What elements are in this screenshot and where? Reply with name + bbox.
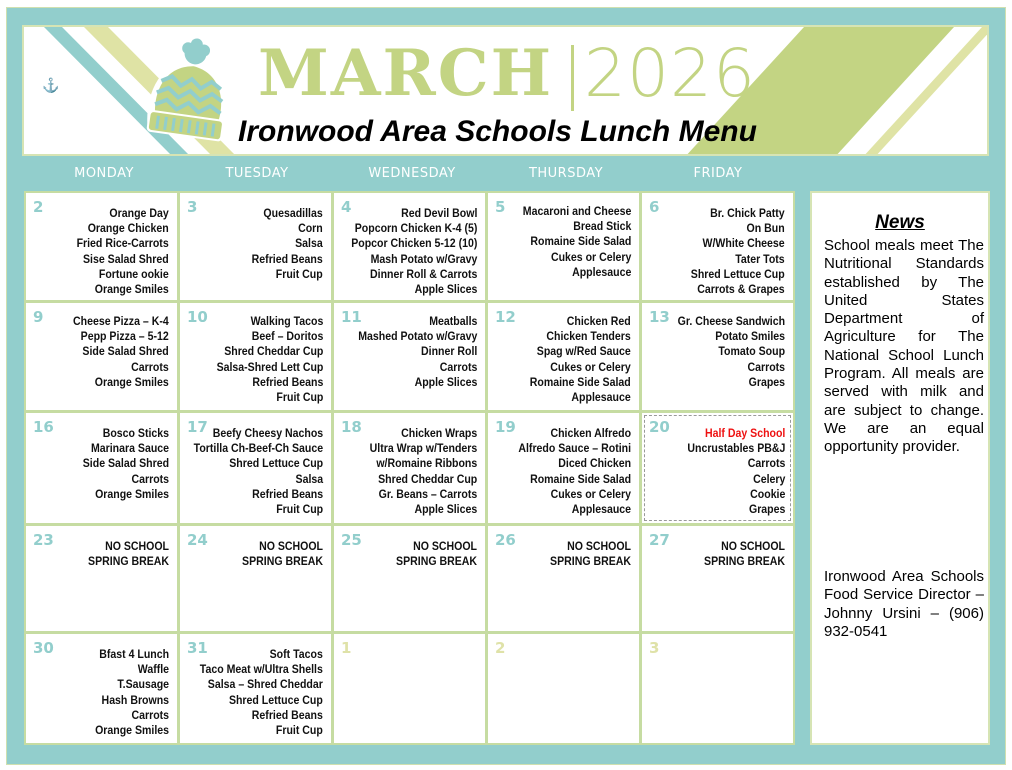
menu-item: Diced Chicken (558, 456, 631, 471)
spring-break-label: SPRING BREAK (396, 554, 477, 569)
menu-item: Applesauce (571, 390, 631, 405)
menu-items (691, 206, 785, 297)
menu-item: Marinara Sauce (90, 441, 169, 456)
menu-item: Popcorn Chicken K-4 (5) (354, 221, 477, 236)
menu-item: Orange Smiles (95, 374, 169, 389)
menu-item: Pepp Pizza – 5-12 (80, 329, 169, 344)
menu-item: Shred Lettuce Cup (229, 692, 323, 707)
day-cell (488, 526, 639, 631)
menu-items (530, 314, 631, 405)
no-school-label: NO SCHOOL (721, 539, 785, 553)
menu-item: W/White Cheese (702, 236, 785, 251)
day-number: 9 (33, 308, 44, 326)
menu-item: Quesadillas (263, 206, 323, 220)
day-cell (26, 526, 177, 631)
day-cell (642, 303, 793, 410)
menu-item: Tater Tots (735, 251, 785, 266)
no-school-label: NO SCHOOL (259, 539, 323, 553)
menu-items (88, 539, 169, 569)
news-title: News (875, 212, 925, 233)
menu-item: Walking Tacos (250, 314, 323, 328)
day-number: 20 (649, 418, 670, 436)
menu-item: Bosco Sticks (102, 426, 169, 440)
menu-item: Shred Lettuce Cup (229, 456, 323, 471)
menu-item: Celery (752, 471, 785, 486)
menu-items (522, 204, 631, 280)
day-cell (642, 526, 793, 631)
day-number: 3 (649, 639, 660, 657)
title-divider (571, 45, 574, 111)
menu-item: Side Salad Shred (82, 456, 169, 471)
menu-item: Shred Lettuce Cup (691, 266, 785, 281)
day-number: 31 (187, 639, 208, 657)
menu-item: Orange Chicken (88, 221, 169, 236)
day-cell (180, 303, 331, 410)
menu-item: Waffle (137, 662, 169, 677)
day-number: 18 (341, 418, 362, 436)
day-cell (488, 413, 639, 523)
menu-item: Grapes (748, 374, 785, 389)
day-cell (180, 634, 331, 743)
menu-item: Side Salad Shred (82, 344, 169, 359)
anchor-icon: ⚓ (42, 77, 60, 93)
menu-item: Beefy Cheesy Nachos (212, 426, 323, 440)
menu-item: Taco Meat w/Ultra Shells (199, 662, 323, 677)
menu-item: Fruit Cup (276, 723, 323, 738)
menu-item: Tomato Soup (718, 344, 785, 359)
menu-items (200, 647, 323, 738)
menu-item: Fruit Cup (276, 502, 323, 517)
menu-items (396, 539, 477, 569)
menu-item: Sise Salad Shred (83, 251, 169, 266)
menu-item: Uncrustables PB&J (686, 441, 785, 456)
day-number: 6 (649, 198, 660, 216)
menu-item: Dinner Roll & Carrots (369, 266, 477, 281)
menu-item: Apple Slices (414, 282, 477, 297)
weekday-wednesday: WEDNESDAY (368, 166, 456, 181)
day-number: 2 (33, 198, 44, 216)
menu-item: Mashed Potato w/Gravy (357, 329, 477, 344)
menu-item: Popcor Chicken 5-12 (10) (350, 236, 477, 251)
weekday-monday: MONDAY (74, 166, 134, 181)
menu-item: T.Sausage (117, 677, 169, 692)
menu-item: Cheese Pizza – K-4 (73, 314, 169, 328)
menu-item: Spag w/Red Sauce (537, 344, 631, 359)
menu-items (73, 314, 169, 390)
day-number: 5 (495, 198, 506, 216)
weekday-thursday: THURSDAY (528, 166, 604, 181)
no-school-label: NO SCHOOL (105, 539, 169, 553)
menu-item: Chicken Red (567, 314, 631, 328)
menu-item: Meatballs (428, 314, 477, 328)
menu-item: Salsa (295, 236, 323, 251)
menu-item: Chicken Alfredo (550, 426, 631, 440)
menu-item: Carrots (131, 707, 169, 722)
menu-items (704, 539, 785, 569)
day-number: 1 (341, 639, 352, 657)
menu-item: Applesauce (571, 502, 631, 517)
day-cell (334, 303, 485, 410)
spring-break-label: SPRING BREAK (704, 554, 785, 569)
menu-item: Shred Cheddar Cup (223, 344, 323, 359)
menu-item: Corn (298, 221, 323, 236)
day-number: 13 (649, 308, 670, 326)
no-school-label: NO SCHOOL (413, 539, 477, 553)
menu-item: Orange Day (109, 206, 169, 220)
menu-item: Salsa-Shred Lett Cup (216, 359, 323, 374)
menu-item: Fruit Cup (276, 266, 323, 281)
menu-item: Chicken Wraps (400, 426, 477, 440)
day-number: 25 (341, 531, 362, 549)
menu-item: Soft Tacos (269, 647, 323, 661)
spring-break-label: SPRING BREAK (242, 554, 323, 569)
menu-item: Beef – Doritos (251, 329, 323, 344)
month-title: MARCH (258, 36, 554, 111)
menu-item: Romaine Side Salad (530, 234, 631, 249)
menu-items (518, 426, 631, 517)
menu-items (369, 426, 477, 517)
menu-items (687, 426, 785, 517)
day-cell (488, 303, 639, 410)
day-number: 12 (495, 308, 516, 326)
weekday-friday: FRIDAY (693, 166, 743, 181)
day-cell (26, 303, 177, 410)
menu-items (351, 206, 477, 297)
menu-item: Refried Beans (251, 374, 323, 389)
menu-items (358, 314, 477, 390)
menu-items (194, 426, 323, 517)
menu-item: Carrots (747, 456, 785, 471)
menu-item: Cukes or Celery (550, 486, 631, 501)
menu-items (242, 539, 323, 569)
day-cell (180, 413, 331, 523)
menu-item: Carrots (131, 359, 169, 374)
menu-item: Carrots (747, 359, 785, 374)
menu-item: Potato Smiles (715, 329, 785, 344)
day-cell-next-month (334, 634, 485, 743)
day-number: 16 (33, 418, 54, 436)
weekday-tuesday: TUESDAY (225, 166, 289, 181)
day-cell-half-day (642, 413, 793, 523)
menu-item: Grapes (748, 502, 785, 517)
year-title: 2026 (584, 35, 756, 112)
menu-item: Hash Browns (101, 692, 169, 707)
menu-item: Cukes or Celery (550, 359, 631, 374)
menu-items (77, 206, 169, 297)
menu-item: Ultra Wrap w/Tenders (369, 441, 477, 456)
menu-item: Fortune ookie (99, 266, 169, 281)
day-number: 23 (33, 531, 54, 549)
day-cell-next-month (488, 634, 639, 743)
menu-item: Romaine Side Salad (530, 471, 631, 486)
half-day-notice: Half Day School (704, 426, 785, 440)
menu-item: Dinner Roll (420, 344, 477, 359)
no-school-label: NO SCHOOL (567, 539, 631, 553)
menu-item: Chicken Tenders (546, 329, 631, 344)
calendar-grid (24, 191, 795, 745)
day-cell (180, 193, 331, 300)
day-cell (180, 526, 331, 631)
menu-item: Br. Chick Patty (710, 206, 785, 220)
menu-item: Bread Stick (572, 219, 631, 234)
day-number: 30 (33, 639, 54, 657)
news-body: School meals meet The Nutritional Standards established by The United States Department of Agriculture for The National School Lunch Program. All meals are served with milk and are subject to change. We are an equal opportunity provider. (824, 237, 984, 456)
menu-item: Carrots (439, 359, 477, 374)
menu-item: Gr. Cheese Sandwich (677, 314, 785, 328)
menu-item: Orange Smiles (95, 282, 169, 297)
day-number: 2 (495, 639, 506, 657)
menu-items (550, 539, 631, 569)
day-number: 4 (341, 198, 352, 216)
day-number: 27 (649, 531, 670, 549)
day-number: 3 (187, 198, 198, 216)
menu-item: Refried Beans (251, 707, 323, 722)
weekday-header-row (25, 163, 795, 187)
menu-items (252, 206, 323, 282)
day-cell (334, 193, 485, 300)
menu-item: Apple Slices (414, 374, 477, 389)
menu-item: Fruit Cup (276, 390, 323, 405)
menu-item: Bfast 4 Lunch (99, 647, 169, 661)
day-cell (334, 413, 485, 523)
menu-item: Romaine Side Salad (530, 374, 631, 389)
menu-item: Alfredo Sauce – Rotini (518, 441, 631, 456)
menu-item: On Bun (746, 221, 785, 236)
menu-item: Shred Cheddar Cup (377, 471, 477, 486)
menu-item: Cookie (749, 486, 785, 501)
winter-hat-icon (142, 37, 238, 149)
day-cell (26, 193, 177, 300)
menu-item: Tortilla Ch-Beef-Ch Sauce (193, 441, 323, 456)
day-cell (334, 526, 485, 631)
day-number: 10 (187, 308, 208, 326)
menu-item: Cukes or Celery (550, 249, 631, 264)
menu-item: w/Romaine Ribbons (376, 456, 477, 471)
spring-break-label: SPRING BREAK (88, 554, 169, 569)
menu-item: Carrots (131, 471, 169, 486)
menu-item: Salsa (295, 471, 323, 486)
day-number: 11 (341, 308, 362, 326)
menu-item: Orange Smiles (95, 723, 169, 738)
news-panel (810, 191, 990, 745)
menu-items (83, 426, 169, 502)
day-number: 24 (187, 531, 208, 549)
food-service-contact: Ironwood Area Schools Food Service Director – Johnny Ursini – (906) 932-0541 (824, 568, 984, 640)
menu-item: Refried Beans (251, 486, 323, 501)
menu-item: Apple Slices (414, 502, 477, 517)
day-cell (488, 193, 639, 300)
day-cell (26, 413, 177, 523)
menu-item: Macaroni and Cheese (522, 204, 631, 218)
day-number: 26 (495, 531, 516, 549)
menu-item: Refried Beans (251, 251, 323, 266)
menu-items (216, 314, 323, 405)
spring-break-label: SPRING BREAK (550, 554, 631, 569)
day-cell (642, 193, 793, 300)
menu-item: Orange Smiles (95, 486, 169, 501)
menu-item: Mash Potato w/Gravy (370, 251, 477, 266)
menu-item: Salsa – Shred Cheddar (207, 677, 323, 692)
menu-item: Fried Rice-Carrots (76, 236, 169, 251)
menu-item: Gr. Beans – Carrots (378, 486, 477, 501)
header-banner (22, 25, 989, 156)
day-number: 17 (187, 418, 208, 436)
day-number: 19 (495, 418, 516, 436)
day-cell-next-month (642, 634, 793, 743)
menu-items (678, 314, 785, 390)
menu-item: Carrots & Grapes (697, 282, 785, 297)
menu-subtitle: Ironwood Area Schools Lunch Menu (238, 115, 757, 148)
menu-item: Applesauce (571, 264, 631, 279)
menu-item: Red Devil Bowl (400, 206, 477, 220)
day-cell (26, 634, 177, 743)
menu-items (95, 647, 169, 738)
